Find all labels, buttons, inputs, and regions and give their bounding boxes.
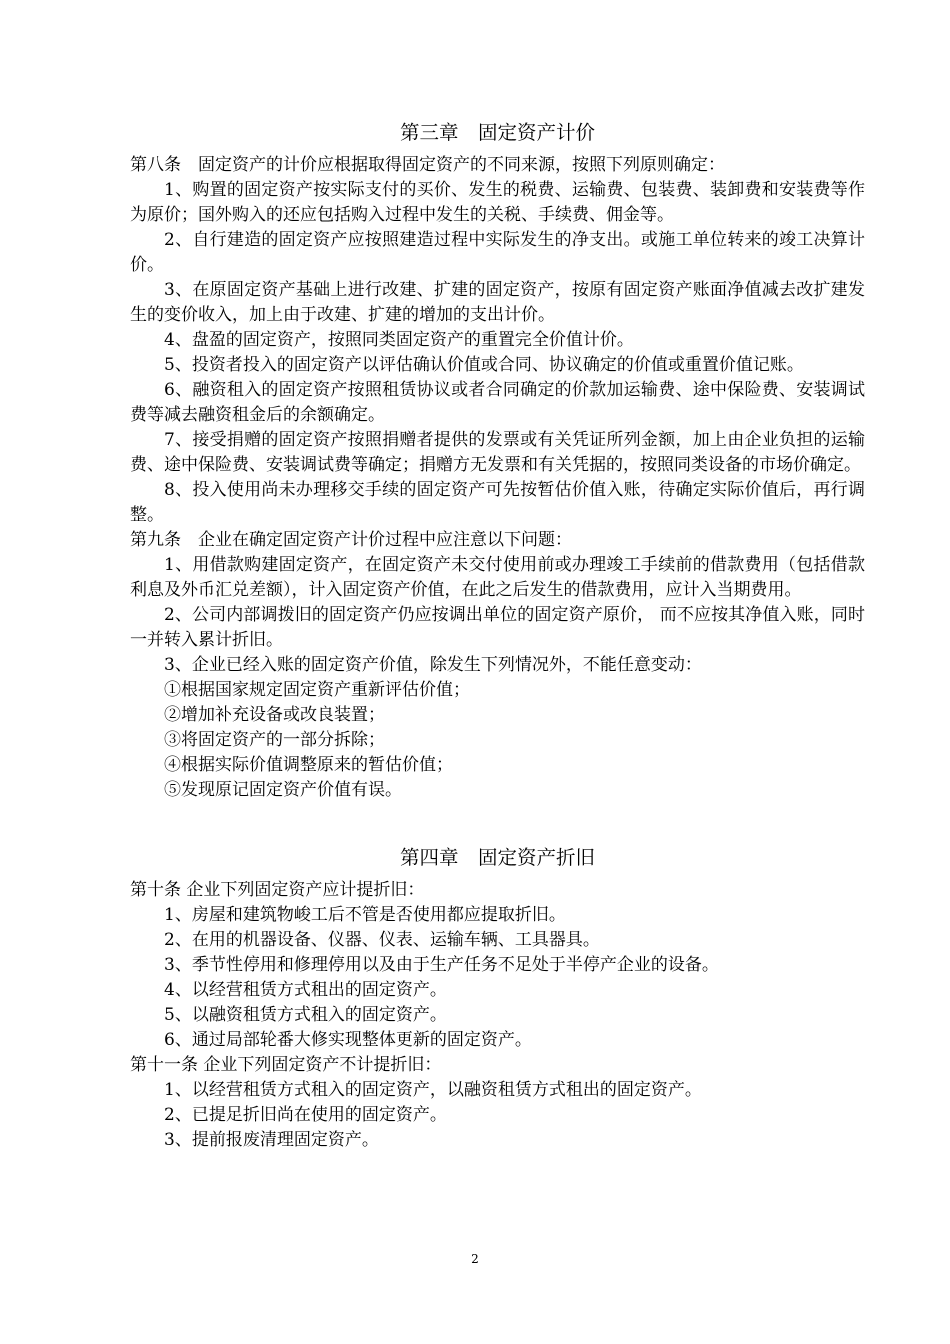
- article-item: 1、房屋和建筑物峻工后不管是否使用都应提取折旧。: [164, 905, 566, 925]
- article-item: 5、投资者投入的固定资产以评估确认价值或合同、协议确定的价值或重置价值记账。: [164, 355, 804, 375]
- chapter-title: 第三章 固定资产计价: [399, 121, 595, 144]
- article-item: 3、企业已经入账的固定资产价值，除发生下列情况外，不能任意变动：: [164, 655, 702, 675]
- article-item: 3、季节性停用和修理停用以及由于生产任务不足处于半停产企业的设备。: [164, 955, 719, 975]
- article-item: 2、公司内部调拨旧的固定资产仍应按调出单位的固定资产原价， 而不应按其净值入账，同时一并转入累计折旧。: [130, 605, 865, 650]
- article-item: 3、提前报废清理固定资产。: [164, 1130, 379, 1150]
- article-item: 2、在用的机器设备、仪器、仪表、运输车辆、工具器具。: [164, 930, 600, 950]
- document-page: [130, 118, 865, 1153]
- article-heading: 第十一条 企业下列固定资产不计提折旧：: [130, 1055, 442, 1075]
- article-item: 6、通过局部轮番大修实现整体更新的固定资产。: [164, 1030, 532, 1050]
- case-item: ③将固定资产的一部分拆除；: [164, 730, 385, 750]
- case-item: ⑤发现原记固定资产价值有误。: [164, 780, 402, 800]
- case-item: ①根据国家规定固定资产重新评估价值；: [164, 680, 470, 700]
- article-item: 1、购置的固定资产按实际支付的买价、发生的税费、运输费、包装费、装卸费和安装费等作为原价；国外购入的还应包括购入过程中发生的关税、手续费、佣金等。: [130, 180, 865, 225]
- article-item: 6、融资租入的固定资产按照租赁协议或者合同确定的价款加运输费、途中保险费、安装调试费等减去融资租金后的余额确定。: [130, 380, 865, 425]
- case-item: ②增加补充设备或改良装置；: [164, 705, 385, 725]
- article-item: 1、以经营租赁方式租入的固定资产，以融资租赁方式租出的固定资产。: [164, 1080, 702, 1100]
- case-item: ④根据实际价值调整原来的暂估价值；: [164, 755, 453, 775]
- section-gap: [130, 803, 865, 843]
- article-heading: 第十条 企业下列固定资产应计提折旧：: [130, 880, 425, 900]
- article-item: 5、以融资租赁方式租入的固定资产。: [164, 1005, 447, 1025]
- article-item: 2、自行建造的固定资产应按照建造过程中实际发生的净支出。或施工单位转来的竣工决算计价。: [130, 230, 865, 275]
- article-item: 8、投入使用尚未办理移交手续的固定资产可先按暂估价值入账，待确定实际价值后，再行调整。: [130, 480, 865, 525]
- article-heading: 第八条 固定资产的计价应根据取得固定资产的不同来源，按照下列原则确定：: [130, 155, 725, 175]
- article-item: 1、用借款购建固定资产，在固定资产未交付使用前或办理竣工手续前的借款费用（包括借款利息及外币汇兑差额），计入固定资产价值，在此之后发生的借款费用，应计入当期费用。: [130, 555, 865, 600]
- article-item: 3、在原固定资产基础上进行改建、扩建的固定资产，按原有固定资产账面净值减去改扩建发生的变价收入，加上由于改建、扩建的增加的支出计价。: [130, 280, 865, 325]
- article-item: 2、已提足折旧尚在使用的固定资产。: [164, 1105, 447, 1125]
- article-item: 4、盘盈的固定资产，按照同类固定资产的重置完全价值计价。: [164, 330, 634, 350]
- article-item: 4、以经营租赁方式租出的固定资产。: [164, 980, 447, 1000]
- chapter-title: 第四章 固定资产折旧: [399, 846, 595, 869]
- article-item: 7、接受捐赠的固定资产按照捐赠者提供的发票或有关凭证所列金额，加上由企业负担的运输费、途中保险费、安装调试费等确定；捐赠方无发票和有关凭据的，按照同类设备的市场价确定。: [130, 430, 865, 475]
- article-heading: 第九条 企业在确定固定资产计价过程中应注意以下问题：: [130, 530, 572, 550]
- page-number: 2: [471, 1252, 479, 1266]
